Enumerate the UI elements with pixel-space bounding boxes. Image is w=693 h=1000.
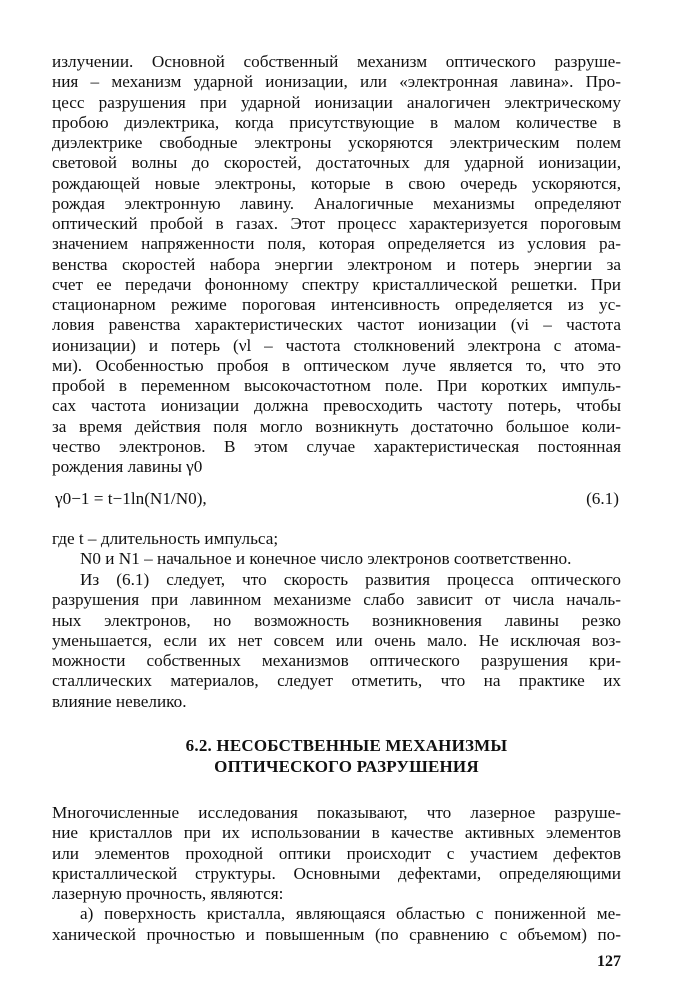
paragraph-avalanche-mechanism [52, 52, 621, 477]
paragraph-defects [52, 803, 621, 945]
text-line: рождая электронную лавину. Аналогичные механизмы определяют [52, 193, 621, 213]
text-line: ных электронов, но возможность возникновения лавины резко [52, 610, 621, 630]
text-line: за время действия поля могло возникнуть достаточно большое коли- [52, 416, 621, 436]
section-heading [0, 735, 693, 777]
definition-line: где t – длительность импульса; [52, 529, 279, 548]
text-line: цесс разрушения при ударной ионизации аналогичен электрическому [52, 92, 621, 112]
heading-line: ОПТИЧЕСКОГО РАЗРУШЕНИЯ [214, 757, 479, 776]
text-line: венства скоростей набора энергии электроном и потерь энергии за [52, 254, 621, 274]
text-line: оптический пробой в газах. Этот процесс характеризуется пороговым [52, 214, 621, 233]
text-line: сталлических материалов, следует отметить, что на практике их [52, 671, 621, 691]
text-line: Многочисленные исследования показывают, что лазерное разруше- [52, 803, 621, 822]
text-line: ми). Особенностью пробоя в оптическом луче является то, что это [52, 355, 621, 375]
formula-number: (6.1) [586, 489, 619, 508]
text-line: Из (6.1) следует, что скорость развития процесса оптического [80, 570, 621, 589]
page-number: 127 [597, 953, 621, 970]
text-line: или элементов проходной оптики происходит с участием дефектов [52, 843, 621, 863]
text-line: рождающей новые электроны, которые в свою очередь ускоряются, [52, 173, 621, 193]
text-line: ионизации) и потерь (νl – частота столкновений электрона с атома- [52, 335, 621, 355]
text-line: кристаллической структуры. Основными дефектами, определяющими [52, 863, 621, 883]
text-line: ловия равенства характеристических частот ионизации (νi – частота [52, 315, 621, 335]
text-line: ханической прочностью и повышенным (по сравнению с объемом) по- [52, 924, 621, 944]
text-line: чество электронов. В этом случае характеристическая постоянная [52, 436, 621, 456]
text-line: влияние невелико. [52, 691, 187, 711]
text-line: сах частота ионизации должна превосходить частоту потерь, чтобы [52, 396, 621, 416]
text-line: световой волны до скоростей, достаточных для ударной ионизации, [52, 153, 621, 173]
text-line: уменьшается, если их нет совсем или очень мало. Не исключая воз- [52, 630, 621, 650]
text-line: ния – механизм ударной ионизации, или «электронная лавина». Про- [52, 72, 621, 92]
formula-expression: γ0−1 = t−1ln(N1/N0), [55, 489, 207, 508]
text-line: стационарном режиме пороговая интенсивность определяется из ус- [52, 295, 621, 314]
text-line: ние кристаллов при их использовании в качестве активных элементов [52, 823, 621, 843]
text-line: а) поверхность кристалла, являющаяся областью с пониженной ме- [80, 904, 621, 924]
text-line: излучении. Основной собственный механизм оптического разруше- [52, 52, 621, 71]
formula-definitions [52, 529, 621, 570]
text-line: диэлектрике свободные электроны ускоряются электрическим полем [52, 133, 621, 152]
text-line: можности собственных механизмов оптического разрушения кри- [52, 651, 621, 670]
paragraph-conclusion [52, 570, 621, 712]
heading-line: 6.2. НЕСОБСТВЕННЫЕ МЕХАНИЗМЫ [185, 736, 508, 755]
text-line: лазерную прочность, являются: [52, 884, 284, 903]
text-line: пробою диэлектрика, когда присутствующие в малом количестве в [52, 112, 621, 132]
text-line: рождения лавины γ0 [52, 457, 203, 476]
formula-6-1 [55, 488, 621, 510]
text-line: счет ее передачи фононному спектру кристаллической решетки. При [52, 274, 621, 294]
definition-line: N0 и N1 – начальное и конечное число электронов соответственно. [80, 549, 572, 569]
text-line: пробой в переменном высокочастотном поле. При коротких импуль- [52, 376, 621, 395]
text-line: значением напряженности поля, которая определяется из условия ра- [52, 234, 621, 254]
text-line: разрушения при лавинном механизме слабо зависит от числа началь- [52, 590, 621, 610]
